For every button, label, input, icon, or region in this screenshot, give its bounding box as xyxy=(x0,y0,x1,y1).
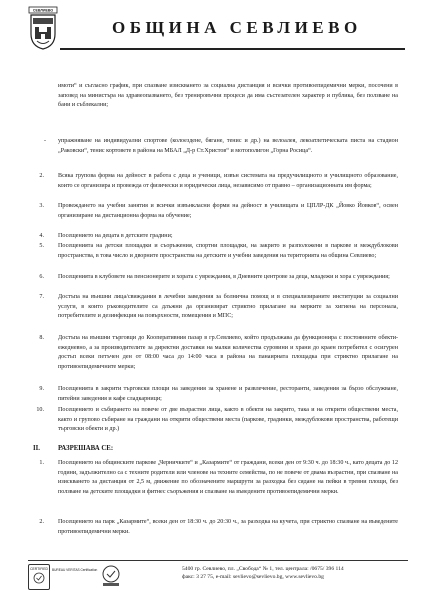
list-item-text: Посещението на децата в детските градини; xyxy=(58,233,173,239)
section-heading: РАЗРЕШАВА СЕ: xyxy=(58,445,114,452)
certification-badge xyxy=(28,564,50,590)
list-item-text: Достъпа на външни лица/свиждания в лечебни заведения за болнична помощ и в специализираните институции за социални услуги, в които ръководителите са длъжни да организират стриктно прилагане на мерките за хигиена на персонала, потребителите и дезинфекция на повърхности, помещения и МПС; xyxy=(58,294,398,319)
item-number: 2. xyxy=(39,519,44,525)
footer-divider xyxy=(28,560,408,561)
address-line: 5400 гр. Севлиево, пл. „Свобода“ № 1, тел. централа: /0675/ 396 114 xyxy=(182,566,344,572)
header-divider xyxy=(60,48,405,50)
bullet-marker: - xyxy=(43,138,46,144)
municipality-address xyxy=(182,565,344,581)
bullet-paragraph: упражняване на индивидуални спортове (колоездене, бягане, тенис и др.) на велоалея, лекоатлетическата писта на стадион „Раковски“, тенис кортовете в района на МБАЛ „Д-р Ст.Христов“ и мотополигон „Горна Росица“. xyxy=(58,138,398,154)
item-number: 2. xyxy=(39,173,44,179)
item-number: 7. xyxy=(39,294,44,300)
list-item-text: Посещенията на детски площадки и съоръжения, спортни площадки, на закрито и разположени в паркове и междублокови пространства, в това число и дворните пространства на детските и учебни заведения на територията на община Севлиево; xyxy=(58,243,398,259)
svg-text:СЕВЛИЕВО: СЕВЛИЕВО xyxy=(32,8,54,13)
list-item-text: Посещението на парк „Казармите“, всеки ден от 18:30 ч. до 20:30 ч., за разходка на кучета, при стриктно спазване на въведените противоепидемични мерки. xyxy=(58,519,398,535)
continuation-paragraph: имоти“ и съгласно график, при спазване изискването за социална дистанция и всички противоепидемични мерки, посочени в заповед на министъра на здравеопазването, без тренировъчни процеси да има състезателен характер и публика, без ползване на бани и съблекални; xyxy=(58,83,398,108)
certification-seal-icon xyxy=(33,572,45,584)
letterhead xyxy=(28,6,408,50)
cert-label: CERTIFIED xyxy=(30,567,48,571)
item-number: 9. xyxy=(39,386,44,392)
list-item-text: Посещенията в клубовете на пенсионерите и хората с увреждания, в Дневните центрове за деца, младежи и хора с увреждания; xyxy=(58,274,390,280)
contact-line: факс: 3 27 75, e-mail: sevlievo@sevlievo.bg, www.sevlievo.bg xyxy=(182,574,324,580)
list-item-text: Всяка групова форма на дейност в работа с деца и ученици, извън системата на предучилищното и училищното образование, които се организира и провежда от физически и юридически лица, независимо от правно – организационната им форма; xyxy=(58,173,398,189)
section-number: II. xyxy=(33,445,40,452)
item-number: 3. xyxy=(39,203,44,209)
list-item-text: Посещението и събирането на повече от две възрастни лица, както в обекти на закрито, така и на открити обществени места, както и групово събиране на граждани на открити обществени места (паркове, градинки, междублокови пространства, работещи търговски обекти и др.) xyxy=(58,407,398,432)
item-number: 1. xyxy=(39,460,44,466)
page-footer xyxy=(0,560,424,594)
bureau-veritas-logo-icon xyxy=(100,564,122,588)
item-number: 8. xyxy=(39,335,44,341)
item-number: 10. xyxy=(36,407,44,413)
municipal-crest-icon xyxy=(28,6,58,50)
list-item-text: Посещенията в закрити търговски площи на заведения за хранене и развлечение, ресторанти, заведения за бързо обслужване, питейни заведения и кафе сладкарници; xyxy=(58,386,398,402)
item-number: 5. xyxy=(39,243,44,249)
municipality-title: ОБЩИНА СЕВЛИЕВО xyxy=(112,18,362,37)
list-item-text: Провеждането на учебни занятия и всички извънкласни форми на дейност в училищата и ЦПЛР-ДК „Йовко Йовков“, освен организиране на дистанционна форма на обучение; xyxy=(58,203,398,219)
item-number: 4. xyxy=(39,233,44,239)
item-number: 6. xyxy=(39,274,44,280)
certification-text: BUREAU VERITAS Certification xyxy=(52,568,98,572)
list-item-text: Достъпа на външни търговци до Кооперативния пазар в гр.Севлиево, който продължава да функционира с постоянните обекти- ежедневно, а за производителите за директни доставки на малки количества суровини и храни до краен потребител с осигурен достъп всеки петъчен ден от 08:00 часа до 14:00 часа в района на панаирната площадка при стриктно прилагане на противоепидемичните мерки; xyxy=(58,335,398,370)
list-item-text: Посещението на общинските паркове „Черничките“ и „Казармите“ от граждани, всеки ден от 9:30 ч. до 18:30 ч., като децата до 12 години, задължително са с техните родители или членове на техните семейства, по не повече от двама възрастни, при спазване на изискването за дистанция от 2,5 м, движение по обозначените маршрути за разходка без сядане на пейки в тревни площи, без ползване на детските площадки и фитнес съоръжения и спазване на въведените противоепидемични мерки. xyxy=(58,460,398,495)
